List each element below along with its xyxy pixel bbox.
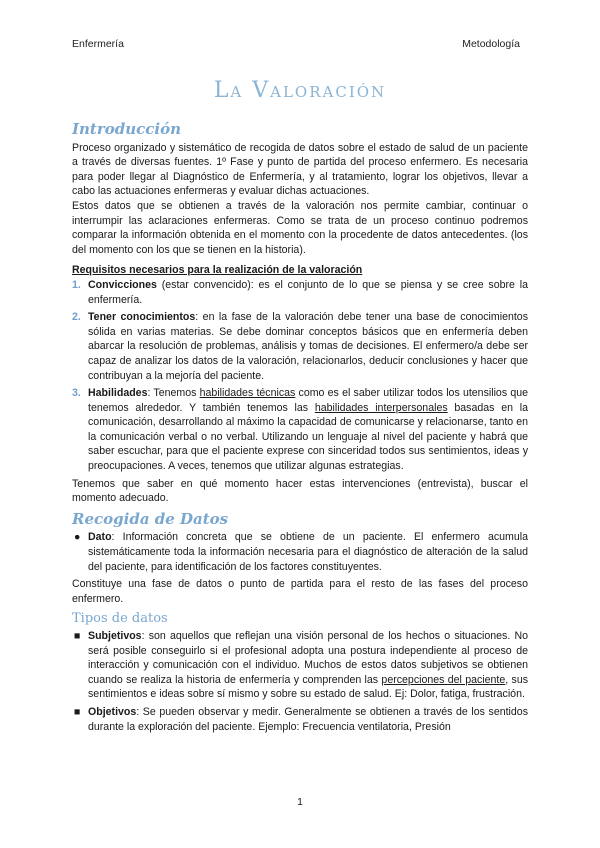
section-heading-introduccion: Introducción [72,120,182,138]
page-title: La Valoración [213,78,387,103]
header-left: Enfermería [72,38,124,50]
dato-list [72,530,528,574]
list-item [72,278,528,307]
list-item [72,530,528,574]
item-text: : en la fase de la valoración debe tener una base de conocimientos sólida en varias materias. Se debe dominar conceptos básicos que en enfermería deben abarcar la resolución de problemas, análisis y tomas de decisiones. El enfermero/a debe ser capaz de analizar los datos de la valoración, relacionarlos, deducir conclusiones y hacer que contribuyan a la mejoría del paciente. [88,311,528,382]
page-number: 1 [297,796,303,808]
intro-paragraph-3: Tenemos que saber en qué momento hacer estas intervenciones (entrevista), buscar el momento adecuado. [72,477,528,505]
item-text: : Se pueden observar y medir. Generalmente se obtienen a través de los sentidos durante la exploración del paciente. Ejemplo: Frecuencia ventilatoria, Presión [88,705,528,733]
item-text: : Información concreta que se obtiene de un paciente. El enfermero acumula sistemáticamente toda la información necesaria para el diagnóstico de alteración de la salud del paciente, para identificación de los factores constituyentes. [88,531,528,573]
item-text: basadas en la comunicación, desarrollando al máximo la capacidad de comunicarse y relacionarse, tanto en la comunicación verbal o no verbal. Utilizando un lenguaje al nivel del paciente y habrá que saber escuchar, para que el paciente exprese con sinceridad todos sus sentimientos, ideas y preocupaciones. A veces, tenemos que utilizar algunas estrategias. [88,401,528,473]
item-text: como es el saber utilizar todos los utensilios que tenemos alrededor. Y también tenemos las [88,387,529,414]
underlined-term: habilidades técnicas [199,387,296,400]
list-number: 2. [72,311,81,324]
bullet-icon: ● [74,531,81,544]
list-number: 1. [72,278,81,291]
subheading-tipos: Tipos de datos [72,611,168,627]
item-text: , sus sentimientos e ideas sobre sí mismo y sobre su estado de salud. Ej: Dolor, fatiga, frustración. [88,673,529,701]
header-right: Metodología [462,38,520,50]
item-text: (estar convencido): es el conjunto de lo que se piensa y se cree sobre la enfermería. [88,278,528,306]
list-item [72,310,528,383]
square-bullet-icon: ■ [74,705,81,718]
section-heading-recogida: Recogida de Datos [72,509,229,528]
tipos-list [72,629,528,734]
list-item [72,629,528,702]
term-conocimientos: Tener conocimientos [88,311,196,324]
recogida-paragraph: Constituye una fase de datos o punto de partida para el resto de las fases del proceso enfermero. [72,578,528,605]
term-subjetivos: Subjetivos [88,630,142,642]
item-text: : son aquellos que reflejan una visión personal de los hechos o situaciones. No será posible conseguirlo si el profesional adopta una postura independiente al proceso de interacción y comunicación con el individuo. Muchos de estos datos subjetivos se obtienen cuando se realiza la historia de enfermería y comprenden las [88,630,528,686]
term-objetivos: Objetivos [88,705,137,718]
intro-paragraph-1: Proceso organizado y sistemático de recogida de datos sobre el estado de salud de un paciente a través de diversas fuentes. 1º Fase y punto de partida del proceso enfermero. Es necesaria para poder llegar al Diagnóstico de Enfermería, y al tratamiento, lograr los objetivos, llevar a cabo las actuaciones enfermeras y evaluar dichas actuaciones. [72,141,528,198]
list-item [72,386,528,474]
underlined-term: habilidades interpersonales [314,401,448,414]
square-bullet-icon: ■ [74,630,81,642]
intro-paragraph-2: Estos datos que se obtienen a través de la valoración nos permite cambiar, continuar o interrumpir las aclaraciones enfermeras. Como se trata de un proceso continuo podremos comparar la información obtenida en el momento con la procedente de datos antecedentes. (los del momento con los que se tienen en la historia). [72,199,528,256]
requisitos-list [72,278,528,474]
item-text: : Tenemos [147,387,200,400]
list-number: 3. [72,387,81,400]
term-convicciones: Convicciones [88,278,157,291]
underlined-term: percepciones del paciente [381,673,506,686]
term-dato: Dato [88,531,112,544]
requisitos-heading: Requisitos necesarios para la realización de la valoración [72,264,363,277]
term-habilidades: Habilidades [88,387,148,400]
main-content [72,122,528,737]
list-item [72,705,528,734]
